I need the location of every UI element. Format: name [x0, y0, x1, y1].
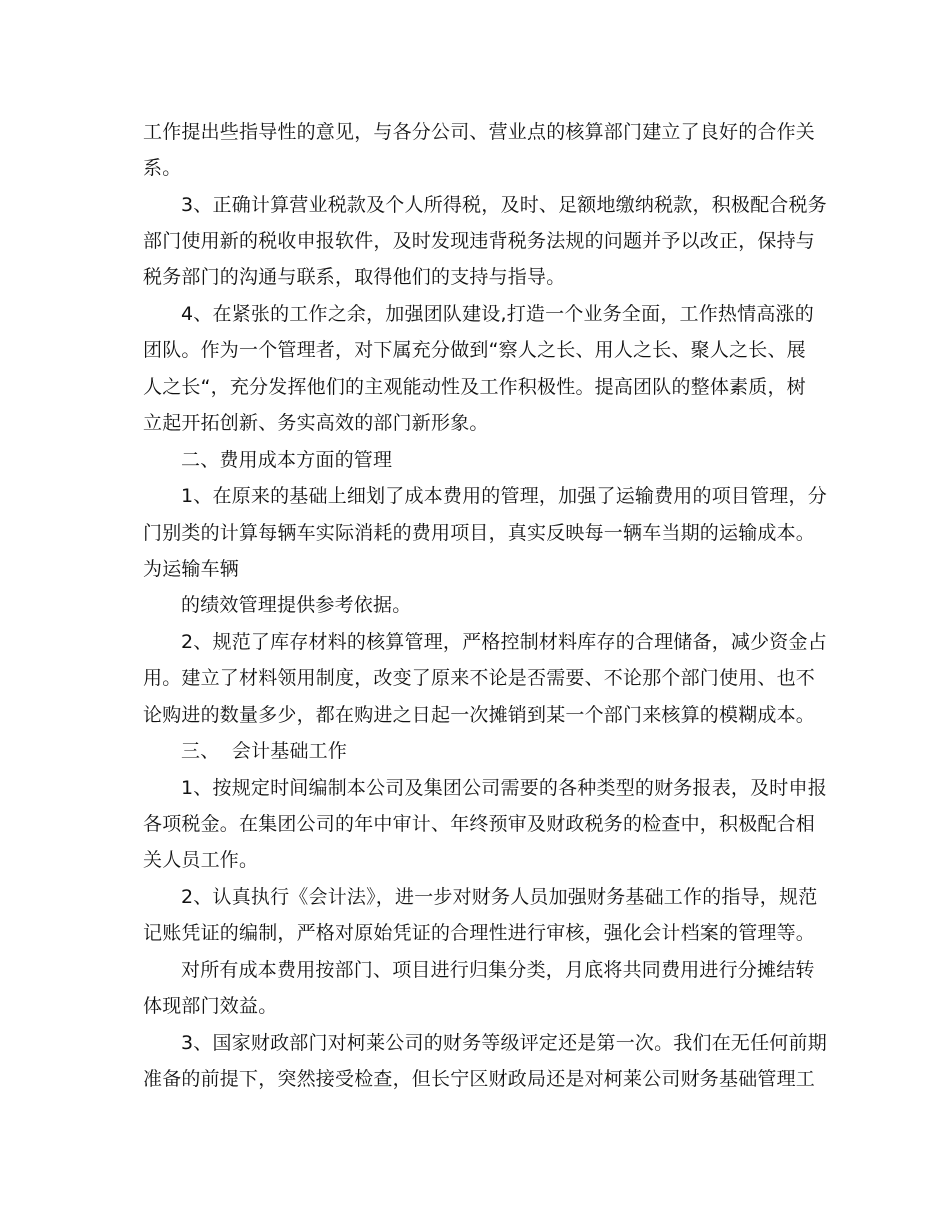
text-line: 立起开拓创新、务实高效的部门新形象。 — [143, 412, 489, 434]
text-line: 为运输车辆 — [143, 558, 240, 580]
text-line: 系。 — [143, 157, 182, 179]
text-line: 论购进的数量多少，都在购进之日起一次摊销到某一个部门来核算的模糊成本。 — [143, 704, 816, 726]
text-line: 关人员工作。 — [143, 849, 259, 871]
text-line: 团队。作为一个管理者，对下属充分做到“察人之长、用人之长、聚人之长、展 — [143, 339, 806, 361]
paragraph-first-line: 1、在原来的基础上细划了成本费用的管理，加强了运输费用的项目管理，分 — [181, 485, 827, 507]
paragraph-first-line: 对所有成本费用按部门、项目进行归集分类，月底将共同费用进行分摊结转 — [181, 959, 815, 981]
text-line: 工作提出些指导性的意见，与各分公司、营业点的核算部门建立了良好的合作关 — [143, 121, 816, 143]
text-line: 准备的前提下，突然接受检查，但长宁区财政局还是对柯莱公司财务基础管理工 — [143, 1068, 816, 1090]
paragraph-first-line: 2、规范了库存材料的核算管理，严格控制材料库存的合理储备，减少资金占 — [181, 631, 827, 653]
text-line: 体现部门效益。 — [143, 995, 278, 1017]
paragraph-first-line: 2、认真执行《会计法》，进一步对财务人员加强财务基础工作的指导，规范 — [181, 886, 818, 908]
paragraph-first-line: 3、国家财政部门对柯莱公司的财务等级评定还是第一次。我们在无任何前期 — [181, 1032, 827, 1054]
text-line: 税务部门的沟通与联系，取得他们的支持与指导。 — [143, 266, 566, 288]
text-line: 人之长“，充分发挥他们的主观能动性及工作积极性。提高团队的整体素质，树 — [143, 376, 806, 398]
text-line: 各项税金。在集团公司的年中审计、年终预审及财政税务的检查中，积极配合相 — [143, 813, 816, 835]
text-line: 用。建立了材料领用制度，改变了原来不论是否需要、不论那个部门使用、也不 — [143, 667, 816, 689]
text-line: 记账凭证的编制，严格对原始凭证的合理性进行审核，强化会计档案的管理等。 — [143, 922, 816, 944]
text-line: 门别类的计算每辆车实际消耗的费用项目，真实反映每一辆车当期的运输成本。 — [143, 522, 816, 544]
paragraph-first-line: 4、在紧张的工作之余，加强团队建设,打造一个业务全面，工作热情高涨的 — [181, 303, 814, 325]
section-heading: 二、费用成本方面的管理 — [181, 449, 393, 471]
paragraph-first-line: 3、正确计算营业税款及个人所得税，及时、足额地缴纳税款，积极配合税务 — [181, 194, 827, 216]
section-heading: 三、 会计基础工作 — [181, 740, 348, 762]
text-line: 部门使用新的税收申报软件，及时发现违背税务法规的问题并予以改正，保持与 — [143, 230, 816, 252]
text-line: 的绩效管理提供参考依据。 — [181, 594, 412, 616]
paragraph-first-line: 1、按规定时间编制本公司及集团公司需要的各种类型的财务报表，及时申报 — [181, 777, 827, 799]
